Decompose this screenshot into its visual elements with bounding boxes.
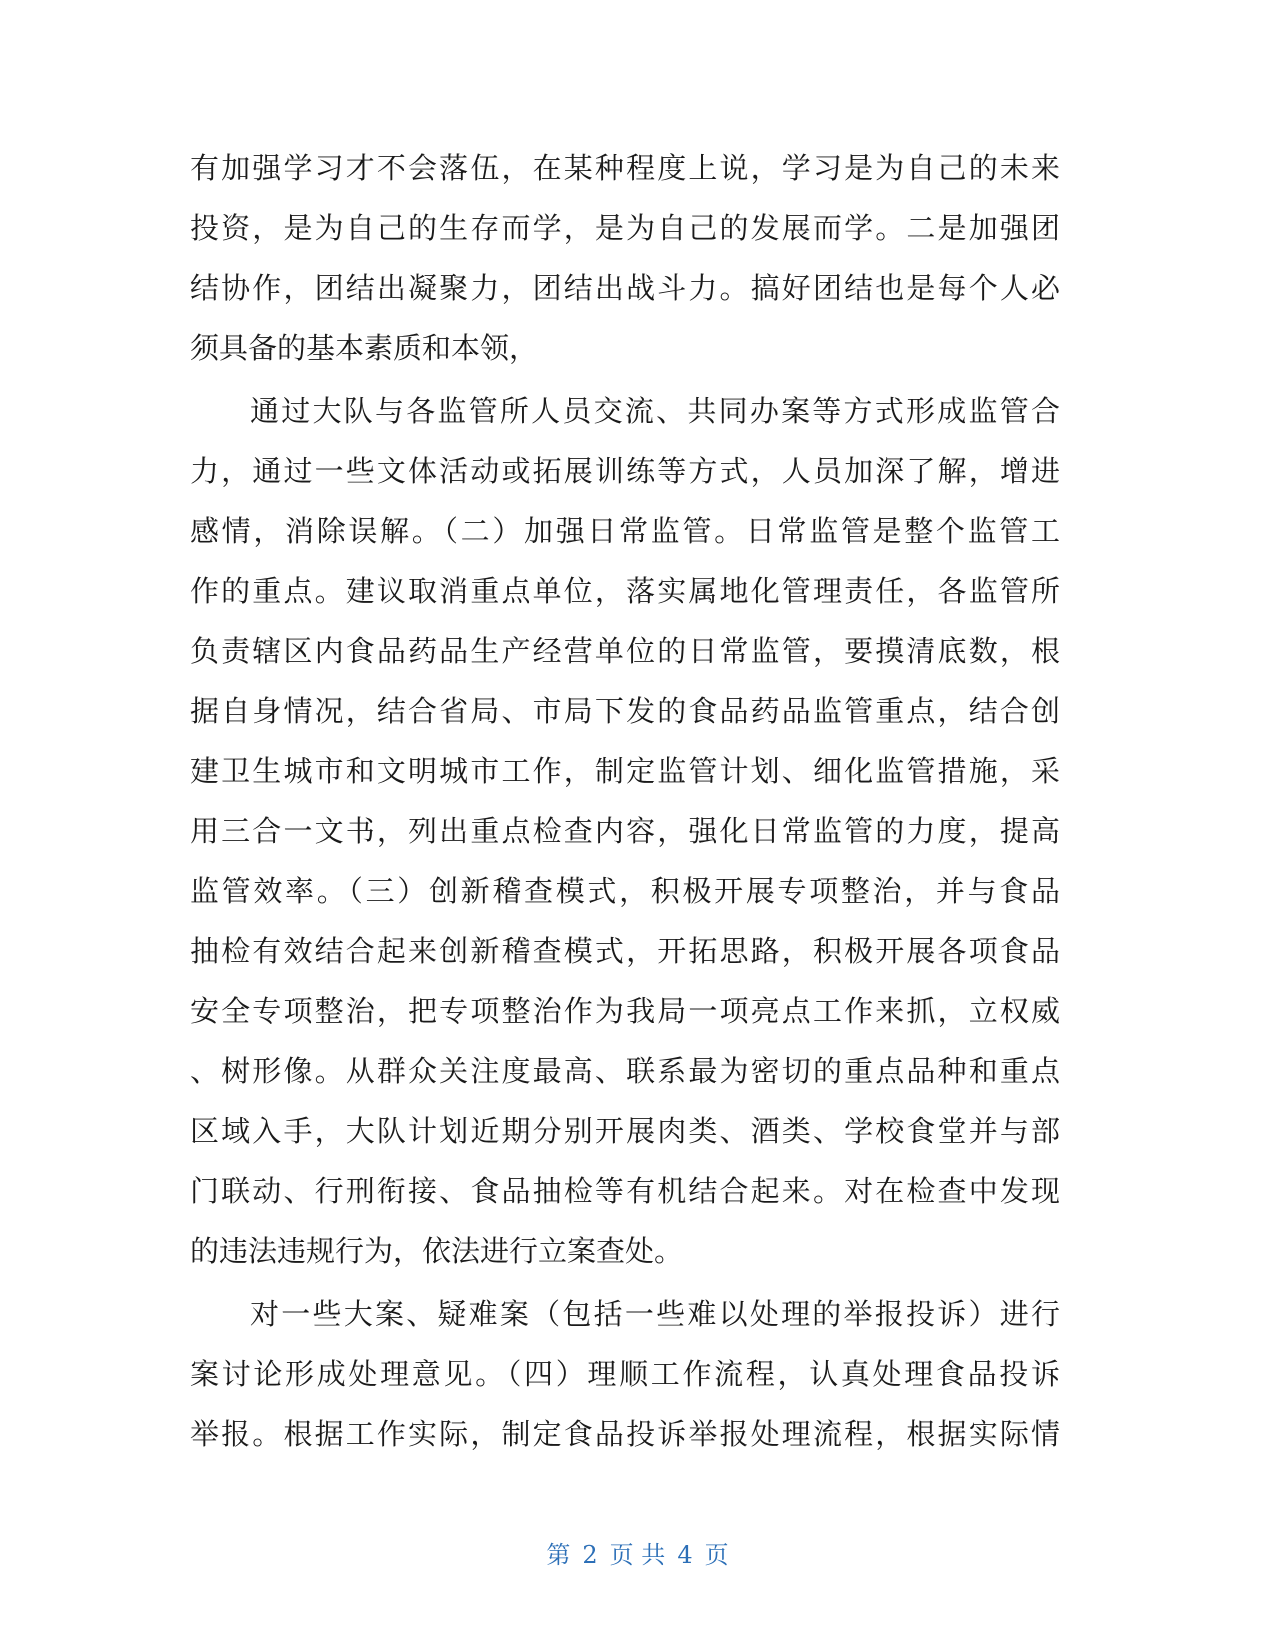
text-line: 力，通过一些文体活动或拓展训练等方式，人员加深了解，增进 xyxy=(190,454,1060,488)
text-line: 监管效率。（三）创新稽查模式，积极开展专项整治，并与食品 xyxy=(190,874,1060,908)
text-line: 的违法违规行为，依法进行立案查处。 xyxy=(190,1234,684,1268)
text-line: 用三合一文书，列出重点检查内容，强化日常监管的力度，提高 xyxy=(190,814,1060,848)
footer-mid: 页 共 xyxy=(609,1541,666,1569)
text-line: 、树形像。从群众关注度最高、联系最为密切的重点品种和重点 xyxy=(190,1054,1060,1088)
text-line: 据自身情况，结合省局、市局下发的食品药品监管重点，结合创 xyxy=(190,694,1060,728)
footer-page-number: 2 xyxy=(582,1541,598,1569)
document-body xyxy=(190,138,1060,1464)
text-line: 感情，消除误解。（二）加强日常监管。日常监管是整个监管工 xyxy=(190,514,1060,548)
text-line: 门联动、行刑衔接、食品抽检等有机结合起来。对在检查中发现 xyxy=(190,1174,1060,1208)
footer-prefix: 第 xyxy=(546,1541,571,1569)
text-line: 通过大队与各监管所人员交流、共同办案等方式形成监管合 xyxy=(250,394,1060,428)
paragraph xyxy=(190,138,1060,378)
text-line: 有加强学习才不会落伍，在某种程度上说，学习是为自己的未来 xyxy=(190,151,1060,185)
text-line: 建卫生城市和文明城市工作，制定监管计划、细化监管措施，采 xyxy=(190,754,1060,788)
text-line: 负责辖区内食品药品生产经营单位的日常监管，要摸清底数，根 xyxy=(190,634,1060,668)
text-line: 对一些大案、疑难案（包括一些难以处理的举报投诉）进行 xyxy=(250,1297,1060,1331)
paragraph xyxy=(190,381,1060,1281)
text-line: 抽检有效结合起来创新稽查模式，开拓思路，积极开展各项食品 xyxy=(190,934,1060,968)
page-footer xyxy=(0,1535,1275,1570)
text-line: 举报。根据工作实际，制定食品投诉举报处理流程，根据实际情 xyxy=(190,1417,1060,1451)
text-line: 投资，是为自己的生存而学，是为自己的发展而学。二是加强团 xyxy=(190,211,1060,245)
footer-total-pages: 4 xyxy=(677,1541,693,1569)
text-line: 区域入手，大队计划近期分别开展肉类、酒类、学校食堂并与部 xyxy=(190,1114,1060,1148)
text-line: 须具备的基本素质和本领， xyxy=(190,331,539,365)
text-line: 安全专项整治，把专项整治作为我局一项亮点工作来抓，立权威 xyxy=(190,994,1060,1028)
text-line: 结协作，团结出凝聚力，团结出战斗力。搞好团结也是每个人必 xyxy=(190,271,1060,305)
paragraph xyxy=(190,1284,1060,1464)
text-line: 作的重点。建议取消重点单位，落实属地化管理责任，各监管所 xyxy=(190,574,1060,608)
text-line: 案讨论形成处理意见。（四）理顺工作流程，认真处理食品投诉 xyxy=(190,1357,1060,1391)
footer-suffix: 页 xyxy=(704,1541,729,1569)
